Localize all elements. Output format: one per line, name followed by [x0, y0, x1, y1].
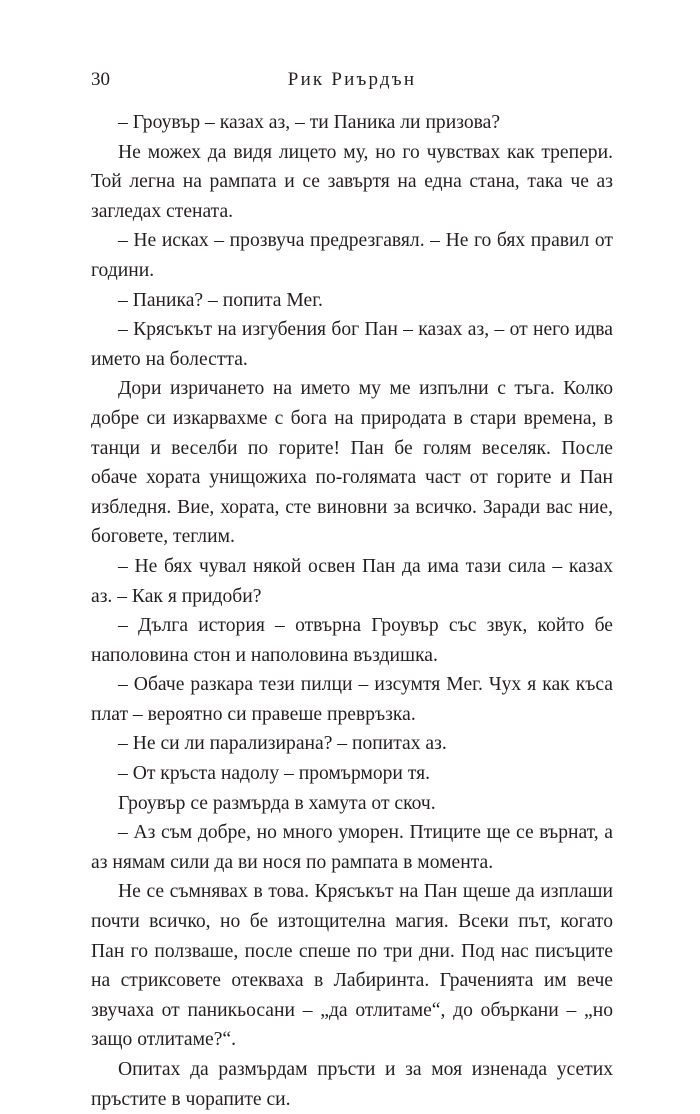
paragraph: – Аз съм добре, но много уморен. Птиците ще се върнат, а аз нямам сили да ви нося по рампата в момента.: [91, 822, 613, 873]
page-header: [91, 66, 613, 94]
paragraph: – Крясъкът на изгубения бог Пан – казах аз, – от него идва името на болестта.: [91, 319, 613, 370]
paragraph: – От кръста надолу – промърмори тя.: [118, 763, 431, 785]
paragraph: – Не си ли парализирана? – попитах аз.: [118, 733, 447, 755]
page-number: 30: [91, 69, 110, 90]
paragraph: Дори изричането на името му ме изпълни с тъга. Колко добре си изкарвахме с бога на природата в стари времена, в танци и веселби по горите! Пан бе голям веселяк. После обаче хората унищожиха по-голямата част от горите и Пан избледня. Вие, хората, сте виновни за всичко. Заради вас ние, боговете, теглим.: [91, 378, 613, 548]
paragraph: – Паника? – попита Мег.: [118, 289, 323, 311]
paragraph: Не се съмнявах в това. Крясъкът на Пан щеше да изплаши почти всичко, но бе изтощителна магия. Всеки път, когато Пан го ползваше, после спеше по три дни. Под нас писъците на стриксовете отекваха в Лабиринта. Граченията им вече звучаха от паникьосани – „да отлитаме“, до объркани – „но защо отлитаме?“.: [91, 881, 613, 1051]
paragraph: – Обаче разкара тези пилци – изсумтя Мег. Чух я как къса плат – вероятно си правеше превръзка.: [91, 674, 613, 725]
paragraph: Опитах да размърдам пръсти и за моя изненада усетих пръстите в чорапите си.: [91, 1059, 613, 1110]
paragraph: – Гроувър – казах аз, – ти Паника ли призова?: [118, 112, 501, 133]
paragraph: Гроувър се размърда в хамута от скоч.: [118, 792, 436, 814]
paragraph: Не можех да видя лицето му, но го чувствах как трепери. Той легна на рампата и се завъртя на една стана, така че аз загледах стената.: [91, 141, 613, 222]
body-text: [91, 108, 613, 1114]
paragraph: – Не исках – прозвуча предрезгавял. – Не го бях правил от години.: [91, 230, 613, 281]
paragraph: – Дълга история – отвърна Гроувър със звук, който бе наполовина стон и наполовина въздишка.: [91, 615, 613, 666]
paragraph: – Не бях чувал някой освен Пан да има тази сила – казах аз. – Как я придоби?: [91, 555, 613, 607]
running-title: Рик Риърдън: [287, 69, 417, 90]
